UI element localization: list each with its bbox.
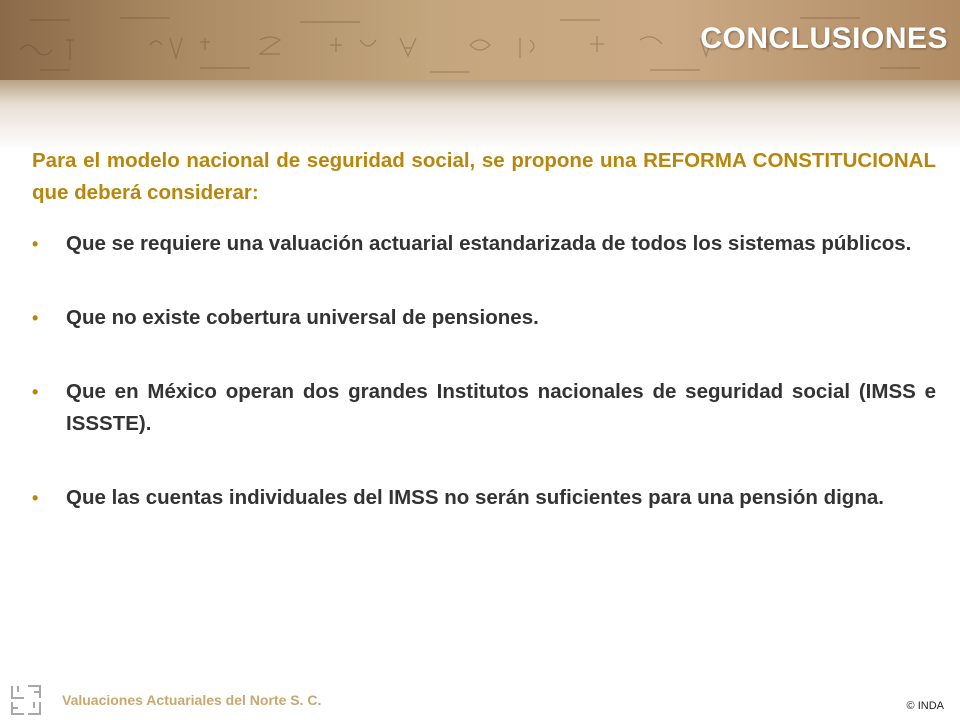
list-item (32, 302, 936, 334)
bullet-text: Que las cuentas individuales del IMSS no serán suficientes para una pensión digna. (66, 486, 884, 509)
intro-paragraph: Para el modelo nacional de seguridad social, se propone una REFORMA CONSTITUCIONAL que deberá considerar: (32, 149, 936, 204)
conclusions-list (32, 228, 936, 514)
bullet-text: Que se requiere una valuación actuarial estandarizada de todos los sistemas públicos. (66, 232, 912, 255)
vander-logo-icon (10, 684, 42, 716)
footer-copyright: © INDA (906, 700, 944, 712)
bullet-text: Que en México operan dos grandes Institutos nacionales de seguridad social (IMSS e ISSSTE). (66, 380, 936, 435)
bullet-dot-icon: • (32, 382, 39, 402)
header-fade (0, 80, 960, 150)
list-item (32, 482, 936, 514)
header-banner (0, 0, 960, 80)
bullet-dot-icon: • (32, 308, 39, 328)
slide-title: CONCLUSIONES (700, 22, 948, 55)
list-item (32, 376, 936, 440)
bullet-dot-icon: • (32, 488, 39, 508)
footer-company-name: Valuaciones Actuariales del Norte S. C. (62, 692, 322, 708)
list-item (32, 228, 936, 260)
bullet-text: Que no existe cobertura universal de pensiones. (66, 306, 539, 329)
bullet-dot-icon: • (32, 234, 39, 254)
